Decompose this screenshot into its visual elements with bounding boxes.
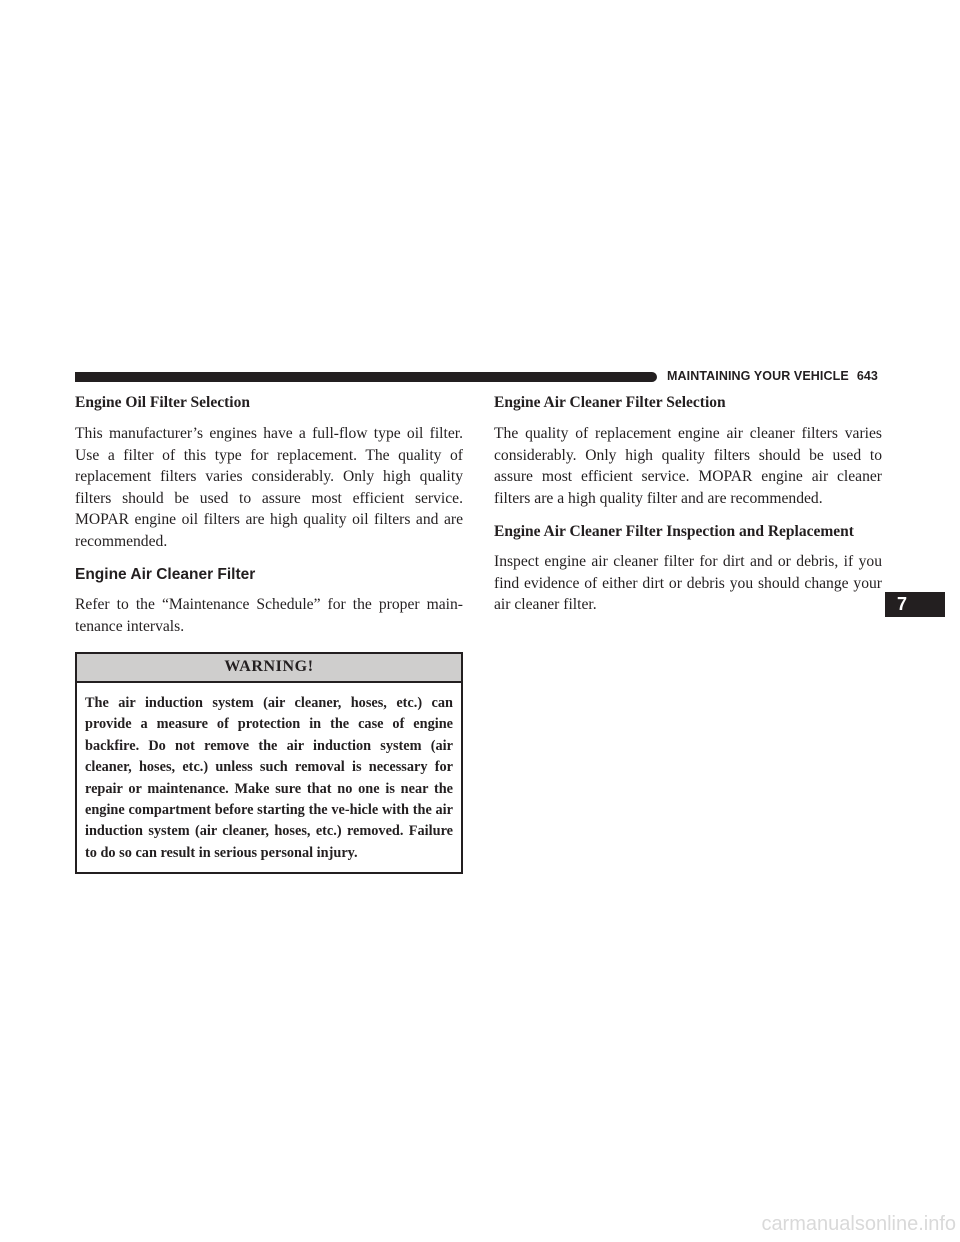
heading-oil-filter-selection: Engine Oil Filter Selection xyxy=(75,394,250,411)
warning-title: WARNING! xyxy=(77,654,461,683)
page-number: 643 xyxy=(856,369,878,383)
running-header xyxy=(667,369,878,383)
paragraph-maintenance-schedule: Refer to the “Maintenance Schedule” for the proper main-tenance intervals. xyxy=(75,596,463,635)
warning-box xyxy=(75,652,463,874)
chapter-tab: 7 xyxy=(885,592,945,617)
heading-air-cleaner-selection: Engine Air Cleaner Filter Selection xyxy=(494,394,726,411)
warning-text: The air induction system (air cleaner, hoses, etc.) can provide a measure of protection in the case of engine backfire. Do not remove the air induction system (air cleaner, hoses, etc.) unless such removal is necessary for repair or maintenance. Make sure that no one is near the engine compartment before starting the ve-hicle with the air induction system (air cleaner, hoses, etc.) removed. Failure to do so can result in serious personal injury. xyxy=(85,695,453,861)
paragraph-air-cleaner-selection: The quality of replacement engine air cleaner filters varies considerably. Only high quality filters should be used to assure most efficient service. MOPAR engine air cleaner filters are a high quality filter and are recommended. xyxy=(494,425,882,507)
left-column xyxy=(75,392,463,874)
right-column xyxy=(494,392,882,628)
header-rule xyxy=(75,372,657,382)
watermark: carmanualsonline.info xyxy=(761,1213,956,1235)
paragraph-inspection: Inspect engine air cleaner filter for dirt and or debris, if you find evidence of either dirt or debris you should change your air cleaner filter. xyxy=(494,553,882,613)
section-title: MAINTAINING YOUR VEHICLE xyxy=(667,369,849,383)
heading-inspection-replacement: Engine Air Cleaner Filter Inspection and Replacement xyxy=(494,523,854,540)
paragraph-oil-filter: This manufacturer’s engines have a full-flow type oil filter. Use a filter of this type for replacement. The quality of replacement filters varies considerably. Only high quality filters should be used to assure most efficient service. MOPAR engine oil filters are high quality oil filters and are recommended. xyxy=(75,425,463,550)
heading-air-cleaner-filter: Engine Air Cleaner Filter xyxy=(75,566,256,583)
